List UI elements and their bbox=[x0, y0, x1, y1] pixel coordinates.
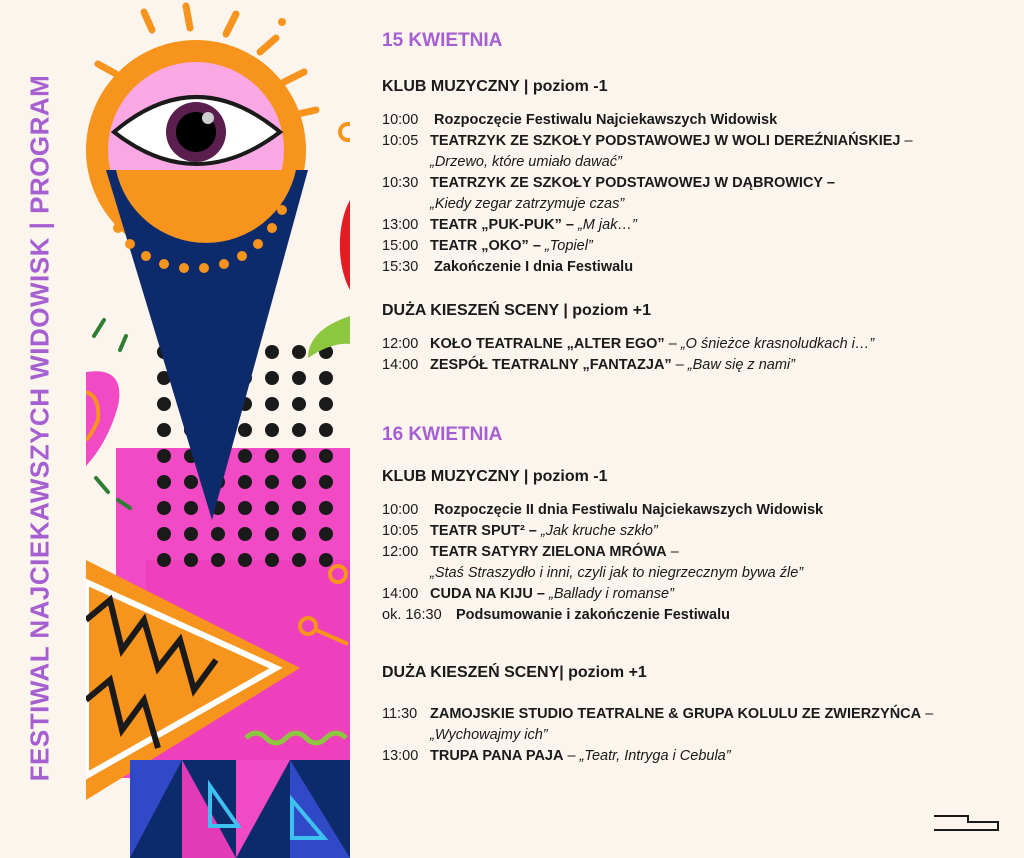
schedule-item bbox=[382, 215, 1002, 236]
event-name: KOŁO TEATRALNE „ALTER EGO” bbox=[430, 336, 665, 352]
event-name: ZESPÓŁ TEATRALNY „FANTAZJA” bbox=[430, 357, 672, 373]
venue-heading: KLUB MUZYCZNY | poziom -1 bbox=[382, 78, 608, 95]
event-title: „Topiel” bbox=[544, 238, 593, 254]
event-dash: – bbox=[664, 336, 681, 352]
event-time: ok. 16:30 bbox=[382, 607, 442, 623]
event-title: „Wychowajmy ich” bbox=[430, 727, 548, 743]
event-title: „Teatr, Intryga i Cebula” bbox=[579, 748, 731, 764]
event-time: 12:00 bbox=[382, 544, 419, 560]
corner-bracket-icon bbox=[932, 812, 1000, 834]
schedule-item bbox=[382, 605, 1002, 626]
venue-heading: DUŻA KIESZEŃ SCENY | poziom +1 bbox=[382, 302, 651, 319]
event-dash: – bbox=[532, 586, 549, 602]
event-time: 10:00 bbox=[382, 502, 419, 518]
event-time: 10:00 bbox=[382, 112, 419, 128]
event-name: ZAMOJSKIE STUDIO TEATRALNE & GRUPA KOLULU ZE ZWIERZYŃCA bbox=[430, 706, 922, 722]
event-name: TEATR „PUK-PUK” bbox=[430, 217, 562, 233]
event-name: CUDA NA KIJU bbox=[430, 586, 533, 602]
event-time: 10:05 bbox=[382, 133, 419, 149]
event-name: TEATRZYK ZE SZKOŁY PODSTAWOWEJ W DĄBROWICY bbox=[430, 175, 823, 191]
event-dash: – bbox=[563, 748, 580, 764]
schedule-item bbox=[382, 746, 1002, 767]
event-name: Podsumowanie i zakończenie Festiwalu bbox=[456, 607, 730, 623]
schedule-item bbox=[382, 355, 1002, 376]
event-title: „Kiedy zegar zatrzymuje czas” bbox=[430, 196, 625, 212]
event-time: 15:00 bbox=[382, 238, 419, 254]
event-name: TEATR SATYRY ZIELONA MRÓWA bbox=[430, 544, 667, 560]
event-time: 13:00 bbox=[382, 748, 419, 764]
event-name: TEATR SPUT² bbox=[430, 523, 525, 539]
day-heading: 15 KWIETNIA bbox=[382, 30, 503, 51]
event-title: „O śnieżce krasnoludkach i…” bbox=[680, 336, 875, 352]
schedule-item bbox=[382, 131, 1002, 173]
event-dash: – bbox=[921, 706, 934, 722]
schedule-item bbox=[382, 334, 1002, 355]
event-title: „Jak kruche szkło” bbox=[540, 523, 658, 539]
event-time: 12:00 bbox=[382, 336, 419, 352]
schedule-item bbox=[382, 542, 1002, 584]
schedule-item bbox=[382, 521, 1002, 542]
event-time: 14:00 bbox=[382, 357, 419, 373]
event-dash: – bbox=[666, 544, 679, 560]
event-name: TEATR „OKO” bbox=[430, 238, 529, 254]
festival-program-label: FESTIWAL NAJCIEKAWSZYCH WIDOWISK | PROGRAM bbox=[24, 74, 55, 782]
event-time: 13:00 bbox=[382, 217, 419, 233]
event-name: TRUPA PANA PAJA bbox=[430, 748, 564, 764]
event-time: 11:30 bbox=[382, 706, 418, 722]
day-section bbox=[382, 28, 1002, 376]
event-dash: – bbox=[561, 217, 578, 233]
schedule-item bbox=[382, 110, 1002, 131]
event-time: 14:00 bbox=[382, 586, 419, 602]
festival-schedule bbox=[382, 28, 1002, 767]
event-time: 15:30 bbox=[382, 259, 419, 275]
event-dash: – bbox=[822, 175, 835, 191]
event-title: „Staś Straszydło i inni, czyli jak to niegrzecznym bywa źle” bbox=[430, 565, 804, 581]
event-name: Zakończenie I dnia Festiwalu bbox=[434, 259, 634, 275]
event-title: „Ballady i romanse” bbox=[548, 586, 674, 602]
event-dash: – bbox=[528, 238, 545, 254]
event-title: „M jak…” bbox=[577, 217, 637, 233]
eye-highlight bbox=[202, 112, 214, 124]
event-dash: – bbox=[900, 133, 913, 149]
event-title: „Baw się z nami” bbox=[687, 357, 795, 373]
event-time: 10:05 bbox=[382, 523, 419, 539]
day-section bbox=[382, 422, 1002, 767]
decorative-artwork bbox=[86, 0, 350, 858]
venue-heading: DUŻA KIESZEŃ SCENY| poziom +1 bbox=[382, 664, 647, 681]
event-time: 10:30 bbox=[382, 175, 419, 191]
event-title: „Drzewo, które umiało dawać” bbox=[430, 154, 622, 170]
schedule-item bbox=[382, 236, 1002, 257]
vertical-festival-title bbox=[20, 48, 60, 808]
schedule-item bbox=[382, 704, 1002, 746]
schedule-item bbox=[382, 500, 1002, 521]
schedule-item bbox=[382, 584, 1002, 605]
event-dash: – bbox=[671, 357, 688, 373]
event-dash: – bbox=[524, 523, 541, 539]
schedule-item bbox=[382, 173, 1002, 215]
event-name: Rozpoczęcie Festiwalu Najciekawszych Widowisk bbox=[434, 112, 778, 128]
venue-heading: KLUB MUZYCZNY | poziom -1 bbox=[382, 468, 608, 485]
day-heading: 16 KWIETNIA bbox=[382, 424, 503, 445]
event-name: TEATRZYK ZE SZKOŁY PODSTAWOWEJ W WOLI DEREŹNIAŃSKIEJ bbox=[430, 133, 901, 149]
event-name: Rozpoczęcie II dnia Festiwalu Najciekawszych Widowisk bbox=[434, 502, 824, 518]
eye-collage-illustration bbox=[86, 0, 350, 858]
schedule-item bbox=[382, 257, 1002, 278]
